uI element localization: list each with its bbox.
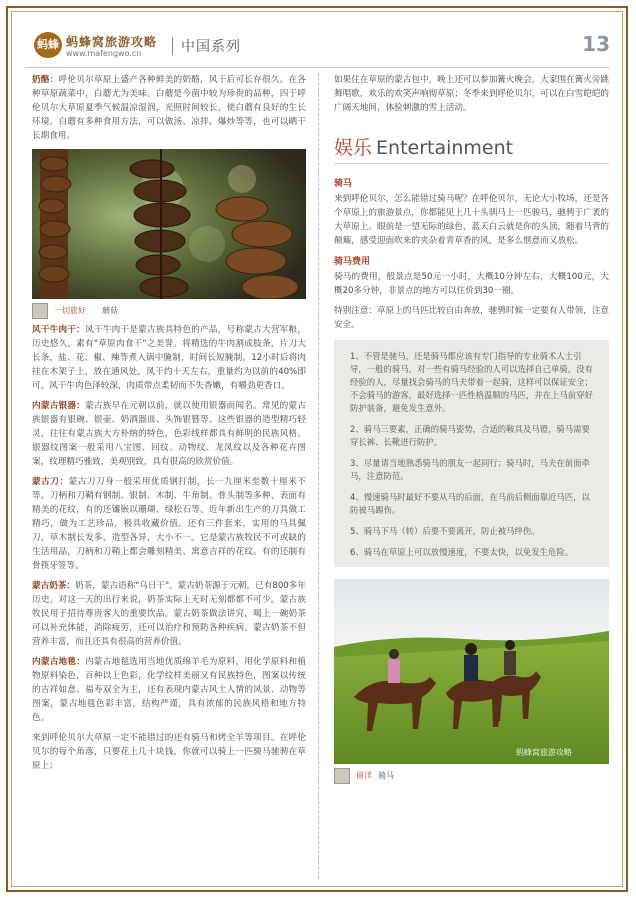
avatar[interactable] xyxy=(334,768,350,784)
paragraph-lead: 风干牛肉干： xyxy=(32,325,86,335)
paragraph-closing: 来到呼伦贝尔大草原一定不能错过的还有骑马和烤全羊等项目。在呼伦贝尔的每个角落，只要花上几十块钱，你就可以骑上一匹骏马驰骋在草原上； xyxy=(32,733,306,771)
paragraph-lead: 蒙古刀： xyxy=(32,477,69,487)
paragraph-text: 呼伦贝尔草原上盛产各种鲜美的奶酪，风干后可长存很久。在各种草原蔬菜中，白蘑尤为美味。白蘑是今菌中较为珍贵的品种，四于呼伦贝尔大草原夏季气候温凉湿润，光照时间较长，使白蘑有良好的生长环境。白蘑有多种食用方法，可以做汤、凉拌、爆炒等等，也可以晒干长期食用。 xyxy=(32,75,306,141)
series-title: 中国系列 xyxy=(181,39,241,55)
paragraph-lead: 奶酪： xyxy=(32,75,59,85)
logo-name[interactable]: 蚂蜂窝旅游攻略 xyxy=(66,35,158,49)
credit-caption: 蘑菇 xyxy=(102,306,118,315)
photo-dried-mushrooms[interactable] xyxy=(32,149,306,299)
paragraph-lead: 内蒙古银器： xyxy=(32,401,86,411)
credit-author[interactable]: 留洋 xyxy=(356,771,372,780)
riding-tips-box xyxy=(334,340,609,567)
paragraph-mongolian-knife xyxy=(32,475,306,573)
horse-riding-photo-illustration xyxy=(334,579,609,764)
paragraph-lead: 蒙古奶茶： xyxy=(32,581,76,591)
paragraph-text: 蒙古刀刀身一般采用优质钢打制，长一九厘米至数十厘米不等。刀柄和刀鞘有钢制、银制、木制、牛角制、骨头制等多种，表面有精美的花纹，有的还镶嵌以珊瑚、绿松石等。近年新出生产的刀具做工精巧，做为工艺珍品，极具收藏价值。还有三件套来，实用的马具佩刀，草木制长发多，造型各异，大小不一。它是蒙古族牧民不可或缺的生活用品，刀柄和刀鞘上都会雕刻精美、寓意吉祥的花纹。有的还制有骨筷牙签等。 xyxy=(32,477,306,571)
photo-credit xyxy=(334,764,609,788)
right-column xyxy=(334,73,609,788)
paragraph-text: 蒙古族早在元朝以前，就以使用银器而闻名。常见的蒙古族银器有银碗、银壶、奶酒器皿、头饰银簪等。这些银器的造型精巧轻灵，往往有蒙古族大方朴纳的特色，色彩线样都具有鲜明的民族风格。银器纹图案一般采用八宝图、回纹、动物纹、龙凤纹以及各种花卉图案，纹理精巧雅致，美观别致，具有很高的欣赏价值。 xyxy=(32,401,306,467)
section-heading-cn: 娱乐 xyxy=(334,137,373,159)
tip-item: 1、不管是驰马，还是骑马都应该有专门指导的专业骑术人士引导，一般的骑马，对一些有骑马经验的人可以选择自己单骑，没有经验的人，尽量找会骑马的马夫带着一起骑，这样可以保证安全；不会骑马的游客，最好选择一匹性格温顺的马匹，并在上马前穿好防护装备，避免发生意外。 xyxy=(350,351,593,413)
subheading-horse-riding: 骑马 xyxy=(334,179,353,189)
paragraph-riding-note: 特别注意：草原上的马匹比较自由奔放，驰骋时候一定要有人带领，注意安全。 xyxy=(334,306,610,330)
page-header xyxy=(26,30,616,66)
tip-item: 4、慢速骑马时最好不要从马的后面，在马前后侧面靠近马匹，以防被马踢伤。 xyxy=(350,492,590,515)
photo-credit xyxy=(32,299,306,323)
header-separator xyxy=(172,37,173,55)
paragraph-text: 风干牛肉干是蒙古族具特色的产品，号称蒙古大营军粮，历史悠久，素有"草原肉食干"之美誉。将精选的牛肉割成肢条，片刀大长条，盐、花、椒、辣等煮入锅中腌制，时间长短腌制，12小时后将肉挂在木架子上，放在通风处，风干约十天左右，重量约为以前的40%即可。风干牛肉色泽较深，肉质带点柔韧而不失香嫩，有嚼劲更香口。 xyxy=(32,325,306,391)
avatar[interactable] xyxy=(32,303,48,319)
column-divider xyxy=(318,73,319,879)
tip-item: 3、尽量请当地熟悉骑马的朋友一起同行；骑马时，马夫在前面牵马，注意防范。 xyxy=(350,458,590,481)
subheading-riding-cost: 骑马费用 xyxy=(334,257,371,267)
paragraph-beef-jerky xyxy=(32,323,306,393)
paragraph-lead: 内蒙古地毯： xyxy=(32,657,86,667)
paragraph-cheese xyxy=(32,73,306,143)
paragraph-text: 内蒙古地毯选用当地优质绵羊毛为原料，用化学原料和植物原料染色，百种以上色彩，化学纹样美丽又有民族特色，图案以传统的吉祥如意、福寿双全为主，还有表现内蒙古风土人情的风景、动物等图案，蒙古地毯色彩丰富，结构严谨，具有浓郁的民族风格和地方特色。 xyxy=(32,657,306,723)
section-heading xyxy=(334,133,609,164)
left-column xyxy=(32,73,306,779)
mushroom-photo-illustration xyxy=(32,149,306,299)
paragraph-continued: 如果住在草原的蒙古包中，晚上还可以参加篝火晚会，大家围在篝火旁跳舞唱歌，欢乐的欢笑声响彻草原；冬季来到呼伦贝尔，可以在白雪皑皑的广阔天地间，体验刺激的雪上活动。 xyxy=(334,75,610,113)
photo-watermark: 蚂蜂窝旅游攻略 xyxy=(516,748,572,757)
paragraph-horse-riding: 来到呼伦贝尔，怎么能错过骑马呢？在呼伦贝尔，无论大小牧场，还是各个草原上的旅游景点，你都能见上几十头驯马上一匹骏马，驰骋于广袤的大草原上。眼前是一望无际的绿色，蓝天白云就是你的头顶，随着马背的颠簸，感受迎面吹来的夹杂着青草香的风，是多么惬意而又放松。 xyxy=(334,194,610,246)
tip-item: 2、骑马三要素，正确的骑马姿势，合适的鞍具及马镫，骑马需要穿长裤、长靴进行防护。 xyxy=(350,424,590,447)
paragraph-silverware xyxy=(32,399,306,469)
logo-icon[interactable]: 蚂蜂 xyxy=(34,32,62,58)
tip-item: 5、骑马下马（转）后要不要离开，防止被马绊伤。 xyxy=(350,526,540,536)
section-heading-en: Entertainment xyxy=(376,137,514,159)
logo-url[interactable]: www.mafengwo.cn xyxy=(66,49,142,58)
paragraph-carpet xyxy=(32,655,306,725)
photo-horse-riding[interactable] xyxy=(334,579,609,764)
paragraph-milk-tea xyxy=(32,579,306,649)
paragraph-text: 奶茶，蒙古语称"乌日干"。蒙古奶茶源于元朝，已有800多年历史，对这一天的出行来说，奶茶实际上无时无刻都都不可少。蒙古族牧民用于招待尊贵客人的重要饮品。蒙古奶茶做法讲究，喝上一碗奶茶可以补充体能，消除疲劳，还可以治疗和预防各种疾病。蒙古奶茶不但营养丰富，而且还具有很高的营养价值。 xyxy=(32,581,306,647)
paragraph-riding-cost: 骑马的费用，般景点是50元一小时，大概10分钟左右，大概100元，大概20多分钟，非景点的地方可以住价到30一圈。 xyxy=(334,272,609,296)
tip-item: 6、骑马在草原上可以放慢速度，不要太快，以免发生危险。 xyxy=(350,547,574,557)
page-number: 13 xyxy=(582,32,610,56)
credit-caption: 骑马 xyxy=(378,771,394,780)
header-rule xyxy=(26,67,610,68)
credit-author[interactable]: 一切旅好 xyxy=(54,306,86,315)
